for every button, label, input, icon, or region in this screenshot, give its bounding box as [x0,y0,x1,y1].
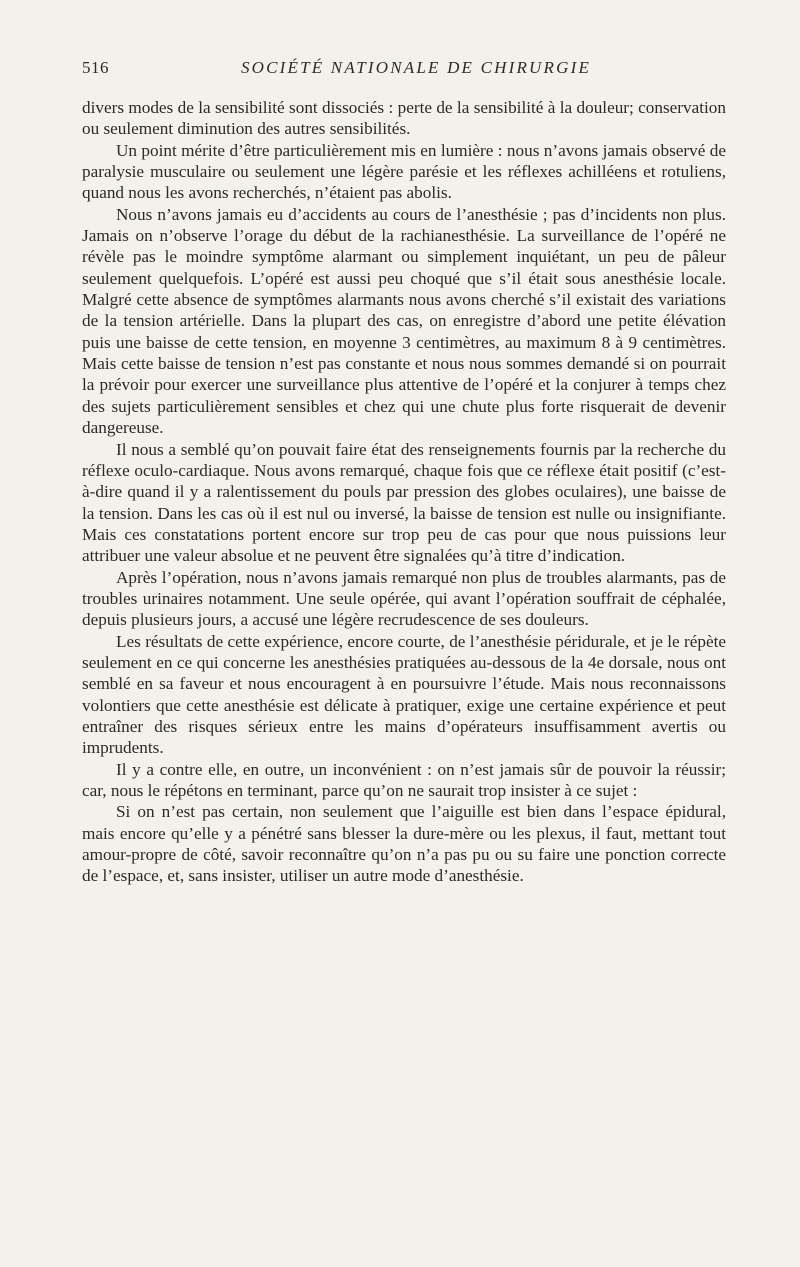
body-text [82,97,726,887]
paragraph-after-operation: Après l’opération, nous n’avons jamais remarqué non plus de troubles alarmants, pas de troubles urinaires notamment. Une seule opérée, qui avant l’opération souffrait de céphalée, depuis plusieurs jours, a accusé une légère recrudescence de ses douleurs. [82,567,726,630]
paragraph-no-accidents: Nous n’avons jamais eu d’accidents au cours de l’anesthésie ; pas d’incidents non plus. Jamais on n’observe l’orage du début de la rachianesthésie. La surveillance de l’opéré ne révèle pas le moindre symptôme alarmant ou simplement inquiétant, un peu de pâleur seulement quelquefois. L’opéré est aussi peu choqué que s’il était sous anesthésie locale. Malgré cette absence de symptômes alarmants nous avons cherché s’il existait des variations de la tension artérielle. Dans la plupart des cas, on enregistre d’abord une petite élévation puis une baisse de cette tension, en moyenne 3 centimètres, au maximum 8 à 9 centimètres. Mais cette baisse de tension n’est pas constante et nous nous sommes demandé si on pourrait la prévoir pour exercer une surveillance plus attentive de l’opéré et la conjurer à temps chez des sujets particulièrement sensibles et chez qui une chute plus forte risquerait de devenir dangereuse. [82,204,726,438]
running-head [82,58,726,82]
paragraph-inconvenience: Il y a contre elle, en outre, un inconvénient : on n’est jamais sûr de pouvoir la réussir; car, nous le répétons en terminant, parce qu’on ne saurait trop insister à ce sujet : [82,759,726,800]
paragraph-reflexes: Un point mérite d’être particulièrement mis en lumière : nous n’avons jamais observé de paralysie musculaire ou seulement une légère parésie et les réflexes achilléens et rotuliens, quand nous les avons recherchés, n’étaient pas abolis. [82,140,726,203]
paragraph-results: Les résultats de cette expérience, encore courte, de l’anesthésie péridurale, et je le répète seulement en ce qui concerne les anesthésies pratiquées au-dessous de la 4e dorsale, nous ont semblé en sa faveur et nous encouragent à en poursuivre l’étude. Mais nous reconnaissons volontiers que cette anesthésie est délicate à pratiquer, exige une certaine expérience et peut entraîner des risques sérieux entre les mains d’opérateurs insuffisamment avertis ou imprudents. [82,631,726,758]
paragraph-conclusion: Si on n’est pas certain, non seulement que l’aiguille est bien dans l’espace épidural, mais encore qu’elle y a pénétré sans blesser la dure-mère ou les plexus, il faut, mettant tout amour-propre de côté, savoir reconnaître qu’on n’a pas pu ou su faire une ponction correcte de l’espace, et, sans insister, utiliser un autre mode d’anesthésie. [82,802,726,886]
paragraph-oculo-cardiac-reflex: Il nous a semblé qu’on pouvait faire état des renseignements fournis par la recherche du réflexe oculo-cardiaque. Nous avons remarqué, chaque fois que ce réflexe était positif (c’est-à-dire quand il y a ralentissement du pouls par pression des globes oculaires), une baisse de la tension. Dans les cas où il est nul ou inversé, la baisse de tension est nulle ou insignifiante. Mais ces constatations portent encore sur trop peu de cas pour que nous puissions leur attribuer une valeur absolue et ne peuvent être signalées qu’à titre d’indication. [82,439,726,566]
journal-title: SOCIÉTÉ NATIONALE DE CHIRURGIE [240,58,592,77]
page-number: 516 [82,58,109,77]
paragraph-continued: divers modes de la sensibilité sont dissociés : perte de la sensibilité à la douleur; conservation ou seulement diminution des autres sensibilités. [82,98,726,139]
